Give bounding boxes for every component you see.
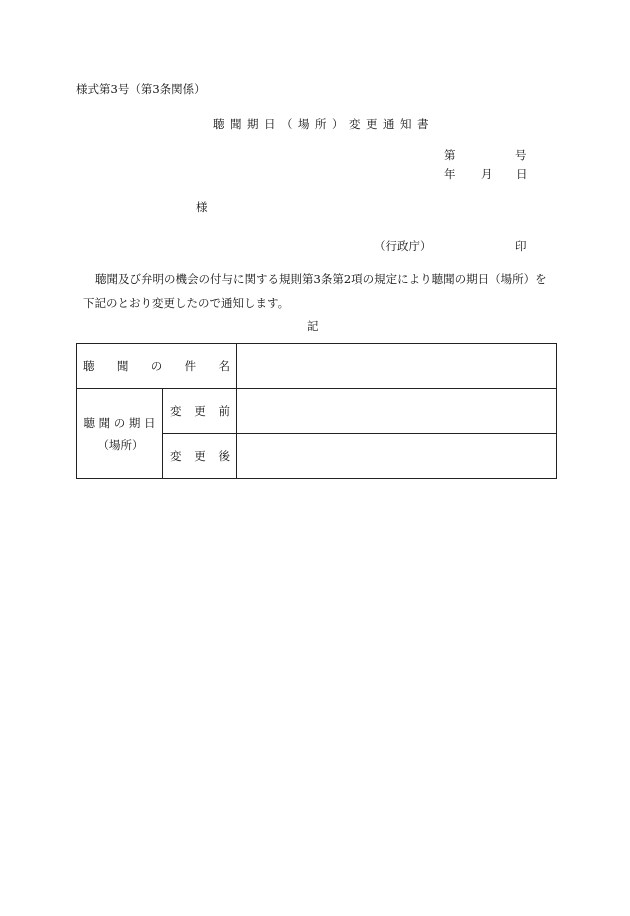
details-table — [76, 343, 557, 479]
before-row — [77, 389, 557, 434]
document-title: 聴聞期日（場所）変更通知書 — [213, 117, 434, 131]
document-number-prefix: 第 — [444, 148, 456, 162]
notice-body-line-1: 聴聞及び弁明の機会の付与に関する規則第3条第2項の規定により聴聞の期日（場所）を — [95, 272, 547, 286]
after-label-cell — [163, 434, 237, 479]
notes-heading: 記 — [307, 319, 319, 333]
date-month-label: 月 — [481, 167, 493, 181]
after-label: 変 更 後 — [170, 449, 230, 463]
issuing-agency: （行政庁） — [374, 239, 432, 253]
seal-mark: 印 — [515, 239, 527, 253]
notice-body-line-2: 下記のとおり変更したので通知します。 — [83, 296, 290, 310]
subject-value-cell[interactable] — [237, 344, 557, 389]
before-value-cell[interactable] — [237, 389, 557, 434]
date-place-label-cell — [77, 389, 163, 479]
subject-label-cell — [77, 344, 237, 389]
before-label: 変 更 前 — [170, 404, 230, 418]
date-place-label: 聴 聞 の 期 日 （場 所） — [83, 415, 156, 452]
date-day-label: 日 — [516, 167, 528, 181]
addressee-honorific: 様 — [196, 200, 208, 214]
notice-body — [83, 267, 563, 315]
subject-label: 聴 聞 の 件 名 — [83, 359, 230, 373]
date-year-label: 年 — [444, 167, 456, 181]
after-value-cell[interactable] — [237, 434, 557, 479]
form-number: 様式第3号（第3条関係） — [76, 82, 206, 96]
document-number-suffix: 号 — [515, 148, 527, 162]
subject-row — [77, 344, 557, 389]
before-label-cell — [163, 389, 237, 434]
